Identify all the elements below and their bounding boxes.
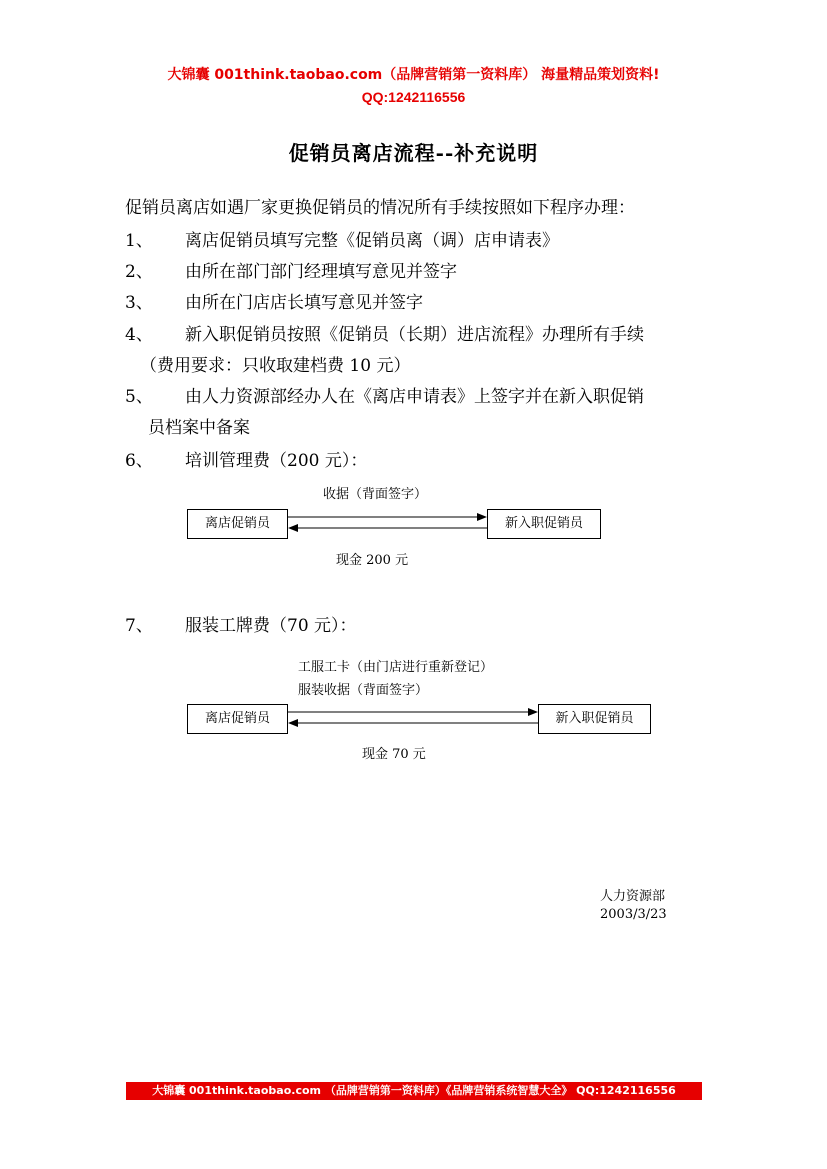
step-number: 7、	[125, 616, 153, 636]
step-number: 3、	[125, 293, 153, 313]
step-text: 新入职促销员按照《促销员（长期）进店流程》办理所有手续	[185, 325, 644, 345]
arrow-left-icon	[288, 524, 298, 532]
step-text: 由所在门店店长填写意见并签字	[185, 293, 423, 313]
step-text: 离店促销员填写完整《促销员离（调）店申请表》	[185, 231, 559, 251]
step-number: 5、	[125, 387, 153, 407]
arrow-right-icon	[528, 708, 538, 716]
step-4-continuation: （费用要求：只收取建档费 10 元）	[140, 356, 411, 376]
step-text: 培训管理费（200 元）：	[185, 451, 368, 471]
step-5-continuation: 员档案中备案	[148, 418, 250, 438]
arrow-right-icon	[477, 513, 487, 521]
flow1-cash-label: 现金 200 元	[336, 553, 409, 568]
step-text: 服装工牌费（70 元）：	[185, 616, 357, 636]
header-qq-line: QQ:1242116556	[361, 89, 466, 105]
document-title: 促销员离店流程--补充说明	[288, 141, 539, 165]
flow2-departing-promoter-box: 离店促销员	[187, 704, 288, 734]
flow2-uniform-card-label: 工服工卡（由门店进行重新登记）	[298, 660, 494, 675]
header-promo-line: 大锦囊 001think.taobao.com（品牌营销第一资料库） 海量精品策划资料!	[167, 67, 660, 83]
step-text: 由所在部门部门经理填写意见并签字	[185, 262, 457, 282]
step-number: 2、	[125, 262, 153, 282]
flow1-new-promoter-box: 新入职促销员	[487, 509, 601, 539]
signature-department: 人力资源部	[600, 889, 666, 904]
step-number: 6、	[125, 451, 153, 471]
flow1-receipt-label: 收据（背面签字）	[323, 487, 428, 502]
intro-paragraph: 促销员离店如遇厂家更换促销员的情况所有手续按照如下程序办理：	[125, 198, 635, 218]
step-number: 4、	[125, 325, 153, 345]
arrow-left-icon	[288, 719, 298, 727]
flow1-departing-promoter-box: 离店促销员	[187, 509, 288, 539]
footer-banner: 大锦囊 001think.taobao.com （品牌营销第一资料库）《品牌营销系统智慧大全》 QQ:1242116556	[126, 1082, 702, 1100]
flow2-cash-label: 现金 70 元	[362, 747, 426, 762]
step-number: 1、	[125, 231, 153, 251]
flow2-new-promoter-box: 新入职促销员	[538, 704, 651, 734]
flow2-arrows	[288, 705, 538, 731]
flow2-receipt-label: 服装收据（背面签字）	[298, 683, 429, 698]
signature-date: 2003/3/23	[600, 907, 667, 922]
flow1-arrows	[288, 510, 487, 536]
step-text: 由人力资源部经办人在《离店申请表》上签字并在新入职促销	[185, 387, 644, 407]
